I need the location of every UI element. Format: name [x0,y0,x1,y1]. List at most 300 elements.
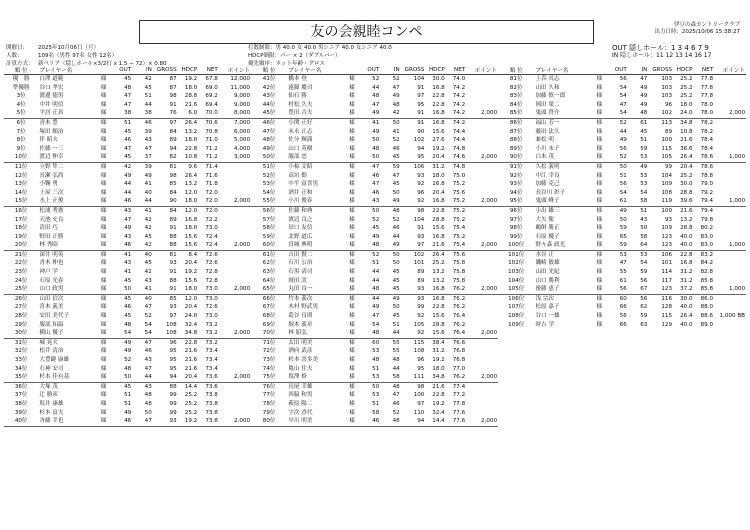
hdcp-cell: 25.2 [680,84,693,91]
hdcp-cell: 13.2 [432,269,445,276]
hdcp-cell: 31.2 [432,348,445,355]
hdcp-cell: 16.8 [425,197,445,206]
gross-cell: 87 [169,76,177,82]
rank-cell: 108位 [508,313,525,320]
honorific-cell: 様 [100,277,107,284]
net-cell: 73.6 [198,373,219,382]
out-cell: 48 [360,241,380,250]
point-cell [219,206,251,215]
honorific-cell: 様 [100,383,107,390]
out-cell: 49 [372,233,380,240]
out-cell: 46 [124,137,132,144]
gross-cell: 93 [169,304,177,311]
honorific-cell: 様 [96,285,112,294]
org-info [654,22,740,36]
table-row [4,250,251,259]
rank-cell: 99位 [509,233,523,240]
honorific-cell: 様 [596,251,603,258]
rank-cell: 62位 [262,260,276,267]
point-cell: 4,000 [233,145,250,152]
hdcp-cell: 28.8 [184,93,198,100]
rank-cell: 106位 [508,295,525,302]
player-name-cell: 長尾 幸雄 [288,383,313,390]
out-cell: 49 [372,304,380,311]
out-cell: 56 [619,313,627,320]
hdcp-cell: 14.4 [425,417,445,426]
table-row [498,321,746,330]
in-cell: 50 [144,409,152,416]
net-cell: 77.8 [700,93,714,100]
in-cell: 53 [640,172,648,179]
header-blank [591,65,607,75]
net-cell: 75.2 [452,207,466,214]
out-cell: 41 [124,251,132,258]
net-cell: 73.2 [205,321,218,328]
out-cell: 47 [372,181,380,188]
header-rank: 順 位 [4,65,38,75]
in-cell: 43 [144,277,152,284]
in-cell: 47 [132,417,153,426]
rank-cell: 7位 [16,128,26,135]
point-cell [714,189,746,198]
net-cell: 73.8 [198,417,219,426]
player-name-cell: 小椋 文昭 [288,163,313,170]
rank-cell: 23位 [14,269,28,276]
hdcp-cell: 22.8 [184,145,198,152]
player-name-cell: 小出 雄三 [535,207,560,214]
hdcp-cell: 18.0 [184,84,198,91]
in-cell: 45 [144,260,152,267]
honorific-cell: 様 [344,153,360,162]
in-cell: 51 [640,137,648,144]
out-cell: 54 [112,329,133,338]
hdcp-cell: 16.8 [680,260,693,267]
table-row [498,118,746,127]
out-cell: 52 [372,216,380,223]
honorific-cell: 様 [100,260,107,267]
net-cell: 74.2 [452,101,466,108]
in-cell: 43 [144,137,152,144]
honorific-cell: 様 [596,207,603,214]
honorific-cell: 様 [100,101,107,108]
rank-cell: 22位 [14,260,28,267]
net-cell: 74.4 [452,137,466,144]
point-cell [219,391,251,400]
gross-cell: 102 [413,137,425,144]
gross-cell: 103 [661,84,673,91]
hdcp-cell: 18.0 [178,197,199,206]
point-cell [466,180,498,189]
honorific-cell: 様 [349,189,355,196]
player-name-cell: 加藤 克己 [535,181,560,188]
out-cell: 47 [619,101,627,108]
gross-cell: 89 [169,216,177,223]
header-net: NET [694,65,715,75]
hdcp-cell: 22.8 [432,101,445,108]
out-cell: 50 [112,285,133,294]
honorific-cell: 様 [349,163,355,170]
point-cell [219,303,251,312]
honorific-cell: 様 [100,295,107,302]
net-cell: 88.0 [700,304,714,311]
hdcp-cell: 16.8 [432,119,445,126]
table-row [4,118,251,127]
gross-cell: 111 [401,373,426,382]
point-cell [466,294,498,303]
net-cell: 77.2 [452,392,466,399]
gross-cell: 128 [661,304,673,311]
table-row [4,285,251,294]
header-net: NET [446,65,466,75]
header-net: NET [198,65,219,75]
honorific-cell: 様 [100,409,107,416]
hdcp-cell: 34.8 [680,119,693,126]
player-name-cell: 松原 嘉子 [535,304,560,311]
rank-cell: 94位 [509,189,523,196]
table-row [498,172,746,181]
hdcp-cell: 26.4 [184,172,198,179]
out-cell: 51 [372,365,380,372]
honorific-cell: 様 [596,295,603,302]
gross-cell: 84 [169,128,177,135]
hdcp-cell: 12.0 [184,189,198,196]
out-cell: 46 [372,172,380,179]
hdcp-cell: 25.2 [184,392,198,399]
info-key: 計算方式： [6,61,34,67]
header-rank: 順 位 [498,65,534,75]
gross-cell: 93 [664,216,673,223]
player-name-cell: 藤田 法久 [535,128,560,135]
point-cell: 1,000 [714,153,746,162]
header-out: OUT [360,65,380,75]
net-cell: 83.0 [694,241,715,250]
honorific-cell: 様 [349,84,355,91]
hdcp-cell: 16.8 [432,84,445,91]
header-hdcp: HDCP [178,65,199,75]
hdcp-cell: 20.4 [425,153,445,162]
net-cell: 78.2 [700,119,714,126]
net-cell: 73.4 [205,348,218,355]
point-cell [466,162,498,171]
hdcp-cell: 27.6 [432,137,445,144]
in-cell: 53 [640,251,648,258]
gross-cell: 105 [648,153,673,162]
net-cell: 71.0 [205,137,218,144]
player-name-cell: 鵜飼 勝正 [535,225,560,232]
out-cell: 60 [372,339,380,346]
gross-cell: 100 [661,137,673,144]
results-column-1 [4,65,251,523]
gross-cell: 95 [417,365,425,372]
in-cell: 49 [640,101,648,108]
player-name-cell: 斉藤 幸也 [38,417,95,426]
player-name-cell: 山田 光紀 [535,269,560,276]
honorific-cell: 様 [100,392,107,399]
rank-cell: 51位 [262,163,276,170]
hdcp-cell: 15.6 [432,313,445,320]
point-cell: 7,000 [233,119,250,126]
out-cell: 47 [124,101,132,108]
net-cell: 78.8 [700,172,714,179]
gross-cell: 102 [648,109,673,118]
out-cell: 47 [124,216,132,223]
table-row [251,285,498,294]
player-name-cell: 渡辺 良之 [288,216,313,223]
table-row [4,145,251,154]
table-row [498,197,746,206]
player-name-cell: 木村 野武男 [288,304,319,311]
honorific-cell: 様 [100,128,107,135]
player-name-cell: 長谷川 彰子 [535,189,566,196]
gross-cell: 119 [648,197,673,206]
hdcp-cell: 22.8 [432,93,445,100]
table-row [4,84,251,93]
point-cell [714,101,746,110]
net-cell: 72.4 [198,241,219,250]
point-cell [466,356,498,365]
table-row [498,136,746,145]
header-rank: 順 位 [251,65,287,75]
rank-cell: 105位 [498,285,534,294]
out-cell: 58 [372,409,380,416]
hdcp-cell: 13.2 [184,181,198,188]
out-cell: 48 [124,321,132,328]
hdcp-cell: 25.2 [432,260,445,267]
point-cell [219,162,251,171]
hdcp-cell: 21.6 [184,101,198,108]
net-cell: 75.2 [446,197,466,206]
out-cell: 61 [607,197,628,206]
point-cell [466,312,498,321]
honorific-cell: 様 [349,101,355,108]
net-cell: 73.0 [205,313,218,320]
table-row [4,233,251,242]
table-row [4,162,251,171]
point-cell [714,145,746,154]
table-row [4,92,251,101]
in-cell: 44 [132,373,153,382]
rank-cell: 28位 [14,313,28,320]
gross-cell: 84 [169,207,177,214]
gross-cell: 98 [169,93,177,100]
point-cell: 2,000 [466,241,498,250]
honorific-cell: 様 [100,119,107,126]
point-cell [714,84,746,93]
in-cell: 47 [144,339,152,346]
honorific-cell: 様 [96,197,112,206]
out-cell: 49 [619,137,627,144]
point-cell: 2,000 [466,329,498,338]
in-cell: 54 [640,260,648,267]
point-cell [219,277,251,286]
in-cell: 40 [144,189,152,196]
point-cell: 2,000 [219,329,251,338]
honorific-cell: 様 [96,329,112,338]
player-name-cell: 佐藤 一三 [39,145,64,152]
rank-cell: 86位 [509,119,523,126]
rank-cell: 39位 [14,409,28,416]
in-cell: 46 [392,145,400,152]
header-out: OUT [607,65,628,75]
table-row [4,109,251,118]
table-header-row [4,65,251,75]
results-table [498,65,746,329]
honorific-cell: 様 [591,197,607,206]
hdcp-cell: 16.8 [425,109,445,118]
hidden-holes-in: IN 隠しホール：11 12 13 14 16 17 [612,52,712,59]
honorific-cell: 様 [596,321,603,328]
player-name-cell: 谷口 孝宏 [39,84,64,91]
hdcp-cell: 15.6 [184,233,198,240]
point-cell [714,92,746,101]
net-cell: 78.6 [694,153,715,162]
point-cell [714,216,746,225]
table-row [498,241,746,250]
honorific-cell: 様 [96,417,112,426]
player-name-cell: 大塚 茂 [39,383,58,390]
player-name-cell: 高垣 勤 [288,172,307,179]
table-row [251,197,498,206]
in-cell: 50 [640,225,648,232]
rank-cell: 35位 [4,373,38,382]
out-cell: 44 [372,277,380,284]
gross-cell: 89 [417,277,425,284]
honorific-cell: 様 [100,269,107,276]
table-row [4,294,251,303]
honorific-cell: 様 [596,189,603,196]
hdcp-cell: 25.2 [680,172,693,179]
in-cell: 58 [628,197,649,206]
out-cell: 50 [372,137,380,144]
net-cell: 76.4 [452,313,466,320]
player-name-cell: 丸田 良一 [287,285,344,294]
honorific-cell: 様 [596,137,603,144]
net-cell: 70.8 [205,128,218,135]
player-name-cell: 末永 正志 [288,128,313,135]
table-row [498,75,746,84]
rank-cell: 54位 [262,189,276,196]
player-name-cell: 早川 明美 [287,417,344,426]
gross-cell: 99 [664,163,673,170]
point-cell [219,268,251,277]
net-cell: 72.4 [205,233,218,240]
in-cell: 49 [640,84,648,91]
gross-cell: 92 [417,181,425,188]
gross-cell: 88 [169,233,177,240]
honorific-cell: 様 [349,295,355,302]
hdcp-cell: 19.2 [432,145,445,152]
hdcp-cell: 26.4 [432,251,445,258]
gross-cell: 95 [417,101,425,108]
player-name-cell: 横山 優子 [38,329,95,338]
hdcp-cell: 12.0 [184,295,198,302]
point-cell: 5,000 [233,137,250,144]
rank-cell: 98位 [509,225,523,232]
table-row [4,75,251,84]
out-cell: 48 [124,84,132,91]
honorific-cell: 様 [596,172,603,179]
gross-cell: 87 [169,84,177,91]
net-cell: 73.2 [205,339,218,346]
out-cell: 49 [124,339,132,346]
in-cell: 46 [144,119,152,126]
rank-cell: 53位 [262,181,276,188]
rank-cell: 59位 [262,233,276,240]
rank-cell: 準優勝 [12,84,30,91]
table-row [251,75,498,84]
net-cell: 69.4 [205,101,218,108]
hdcp-cell: 16.8 [432,181,445,188]
in-cell: 42 [380,109,400,118]
honorific-cell: 様 [344,285,360,294]
point-cell [714,294,746,303]
table-row [251,294,498,303]
table-row [251,241,498,250]
gross-cell: 98 [417,207,425,214]
honorific-cell: 様 [100,321,107,328]
rank-cell: 109位 [508,321,525,328]
rank-cell: 4位 [16,101,26,108]
honorific-cell: 様 [100,225,107,232]
honorific-cell: 様 [596,93,603,100]
net-cell: 75.4 [452,225,466,232]
gross-cell: 99 [417,304,425,311]
out-cell: 43 [124,260,132,267]
out-cell: 53 [619,251,627,258]
rank-cell: 優 勝 [12,76,30,82]
net-cell: 72.8 [205,277,218,284]
rank-cell: 73位 [262,357,276,363]
rank-cell: 104位 [508,277,525,284]
printed-at: 出力日時：2025/10/06 15:38:27 [654,29,740,35]
honorific-cell: 様 [349,251,355,258]
point-cell [466,338,498,347]
out-cell: 52 [372,76,380,82]
rank-cell: 41位 [262,76,276,82]
rank-cell: 55位 [251,197,287,206]
point-cell: 11,000 [230,84,250,91]
hdcp-cell: 15.6 [432,225,445,232]
gross-cell: 84 [169,189,177,196]
out-cell: 50 [372,383,380,390]
net-cell: 76.2 [452,304,466,311]
gross-cell: 88 [153,241,178,250]
rank-cell: 67位 [262,304,276,311]
rank-cell: 65位 [251,285,287,294]
player-name-cell: 橋本 登 [288,76,307,82]
rank-cell: 63位 [262,269,276,276]
out-cell: 44 [619,128,627,135]
table-row [4,101,251,110]
player-name-cell: 石黒 清司 [288,269,313,276]
header-out: OUT [112,65,133,75]
hdcp-cell: 19.2 [432,400,445,407]
honorific-cell: 様 [100,76,107,82]
rank-cell: 77位 [262,392,276,399]
gross-cell: 96 [664,101,673,108]
rank-cell: 88位 [509,137,523,144]
point-cell [466,391,498,400]
rule-line: 打数制限：男 40.0 女 40.0 男シニア 40.0 女シニア 40.0 [248,45,392,51]
net-cell: 83.0 [700,233,714,240]
honorific-cell: 様 [100,304,107,311]
point-cell [714,321,746,330]
out-cell: 45 [124,313,132,320]
player-name-cell: 仙石 勝 [288,93,307,100]
hdcp-cell: 31.2 [432,163,445,170]
out-cell: 47 [619,260,627,267]
in-cell: 61 [640,119,648,126]
